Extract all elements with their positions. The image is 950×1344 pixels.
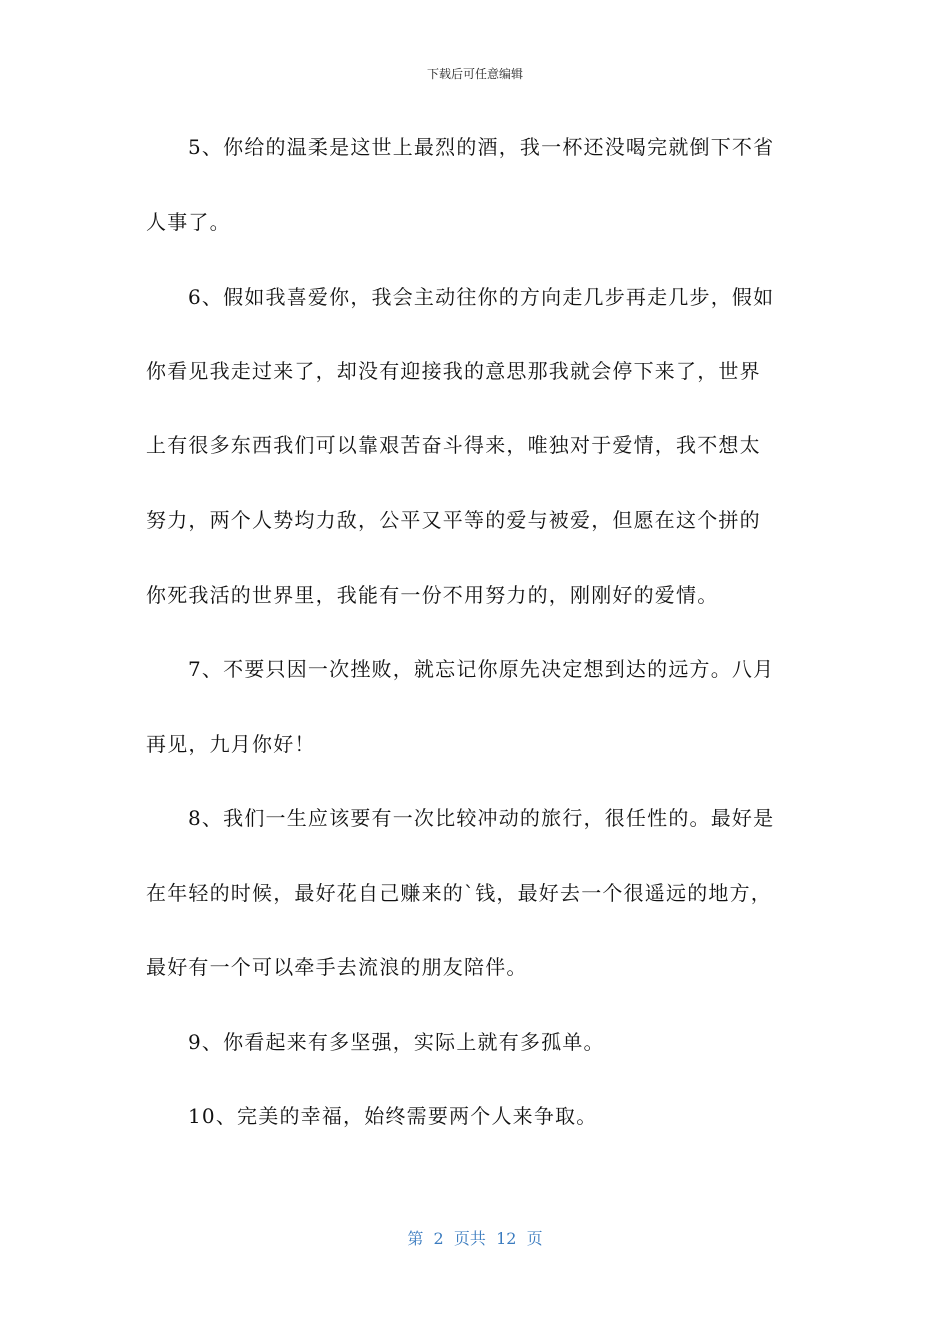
paragraph-line: 努力，两个人势均力敌，公平又平等的爱与被爱，但愿在这个拼的 — [146, 508, 761, 532]
paragraph-line: 你看见我走过来了，却没有迎接我的意思那我就会停下来了，世界 — [146, 359, 761, 383]
page-number-footer: 第 2 页共 12 页 — [407, 1229, 543, 1248]
paragraph-line: 5、你给的温柔是这世上最烈的酒，我一杯还没喝完就倒下不省 — [188, 135, 775, 159]
paragraph-line: 最好有一个可以牵手去流浪的朋友陪伴。 — [146, 955, 528, 979]
paragraph-line: 再见，九月你好！ — [146, 732, 316, 756]
paragraph-line: 你死我活的世界里，我能有一份不用努力的，刚刚好的爱情。 — [146, 583, 719, 607]
paragraph-line: 6、假如我喜爱你，我会主动往你的方向走几步再走几步，假如 — [188, 285, 775, 309]
paragraph-line: 上有很多东西我们可以靠艰苦奋斗得来，唯独对于爱情，我不想太 — [146, 433, 761, 457]
page-header: 下载后可任意编辑 — [426, 67, 523, 81]
paragraph-line: 人事了。 — [146, 210, 231, 234]
paragraph-line: 在年轻的时候，最好花自己赚来的`钱，最好去一个很遥远的地方， — [146, 881, 772, 905]
paragraph-line: 10、完美的幸福，始终需要两个人来争取。 — [188, 1104, 598, 1128]
paragraph-line: 7、不要只因一次挫败，就忘记你原先决定想到达的远方。八月 — [188, 657, 775, 681]
paragraph-line: 8、我们一生应该要有一次比较冲动的旅行，很任性的。最好是 — [188, 806, 775, 830]
paragraph-line: 9、你看起来有多坚强，实际上就有多孤单。 — [188, 1030, 605, 1054]
